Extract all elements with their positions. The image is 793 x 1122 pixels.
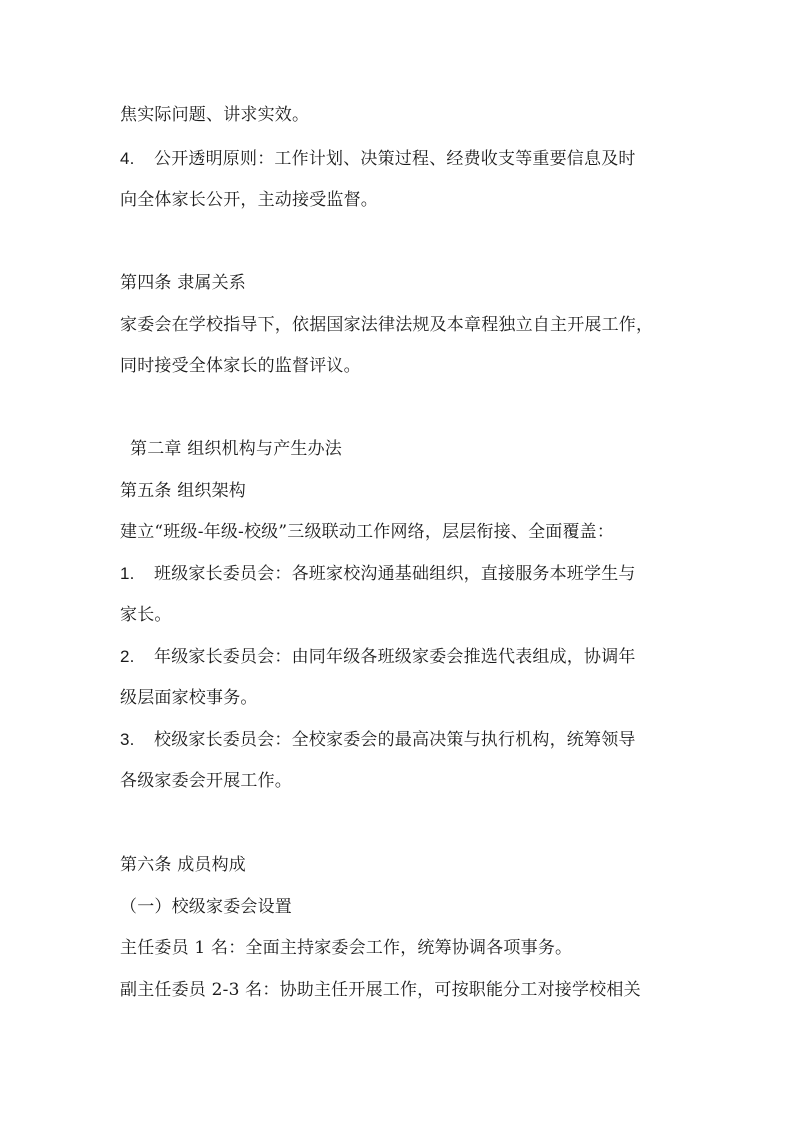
article-5-item-3-line-1	[120, 729, 636, 751]
principle-4-text: 公开透明原则：工作计划、决策过程、经费收支等重要信息及时	[154, 149, 636, 169]
article-5-item-2-line-2: 级层面家校事务。	[120, 688, 258, 708]
article-5-item-1-line-1	[120, 563, 636, 585]
article-6-line-1: 主任委员 1 名：全面主持家委会工作，统筹协调各项事务。	[120, 938, 573, 958]
list-number: 2.	[120, 647, 135, 666]
article-4-heading: 第四条 隶属关系	[120, 273, 247, 293]
list-number: 4.	[120, 149, 135, 168]
list-number: 3.	[120, 730, 135, 749]
article-6-heading: 第六条 成员构成	[120, 855, 247, 875]
article-4-line-2: 同时接受全体家长的监督评议。	[120, 356, 361, 376]
item-text: 校级家长委员会：全校家委会的最高决策与执行机构，统筹领导	[154, 730, 636, 750]
list-number: 1.	[120, 564, 135, 583]
article-6-line-2: 副主任委员 2-3 名：协助主任开展工作，可按职能分工对接学校相关	[120, 980, 641, 1000]
article-5-item-3-line-2: 各级家委会开展工作。	[120, 771, 292, 791]
article-5-heading: 第五条 组织架构	[120, 481, 247, 501]
chapter-2-heading: 第二章 组织机构与产生办法	[130, 439, 343, 459]
article-5-item-2-line-1	[120, 646, 636, 668]
article-5-intro: 建立“班级-年级-校级”三级联动工作网络，层层衔接、全面覆盖：	[120, 522, 615, 542]
article-5-item-1-line-2: 家长。	[120, 605, 172, 625]
principle-4-line-1	[120, 148, 636, 170]
article-6-sub-heading: （一）校级家委会设置	[120, 897, 292, 917]
item-text: 班级家长委员会：各班家校沟通基础组织，直接服务本班学生与	[154, 564, 636, 584]
article-4-line-1: 家委会在学校指导下，依据国家法律法规及本章程独立自主开展工作，	[120, 315, 654, 335]
principle-4-line-2: 向全体家长公开，主动接受监督。	[120, 190, 378, 210]
item-text: 年级家长委员会：由同年级各班级家委会推选代表组成，协调年	[154, 647, 636, 667]
paragraph-line: 焦实际问题、讲求实效。	[120, 105, 310, 125]
